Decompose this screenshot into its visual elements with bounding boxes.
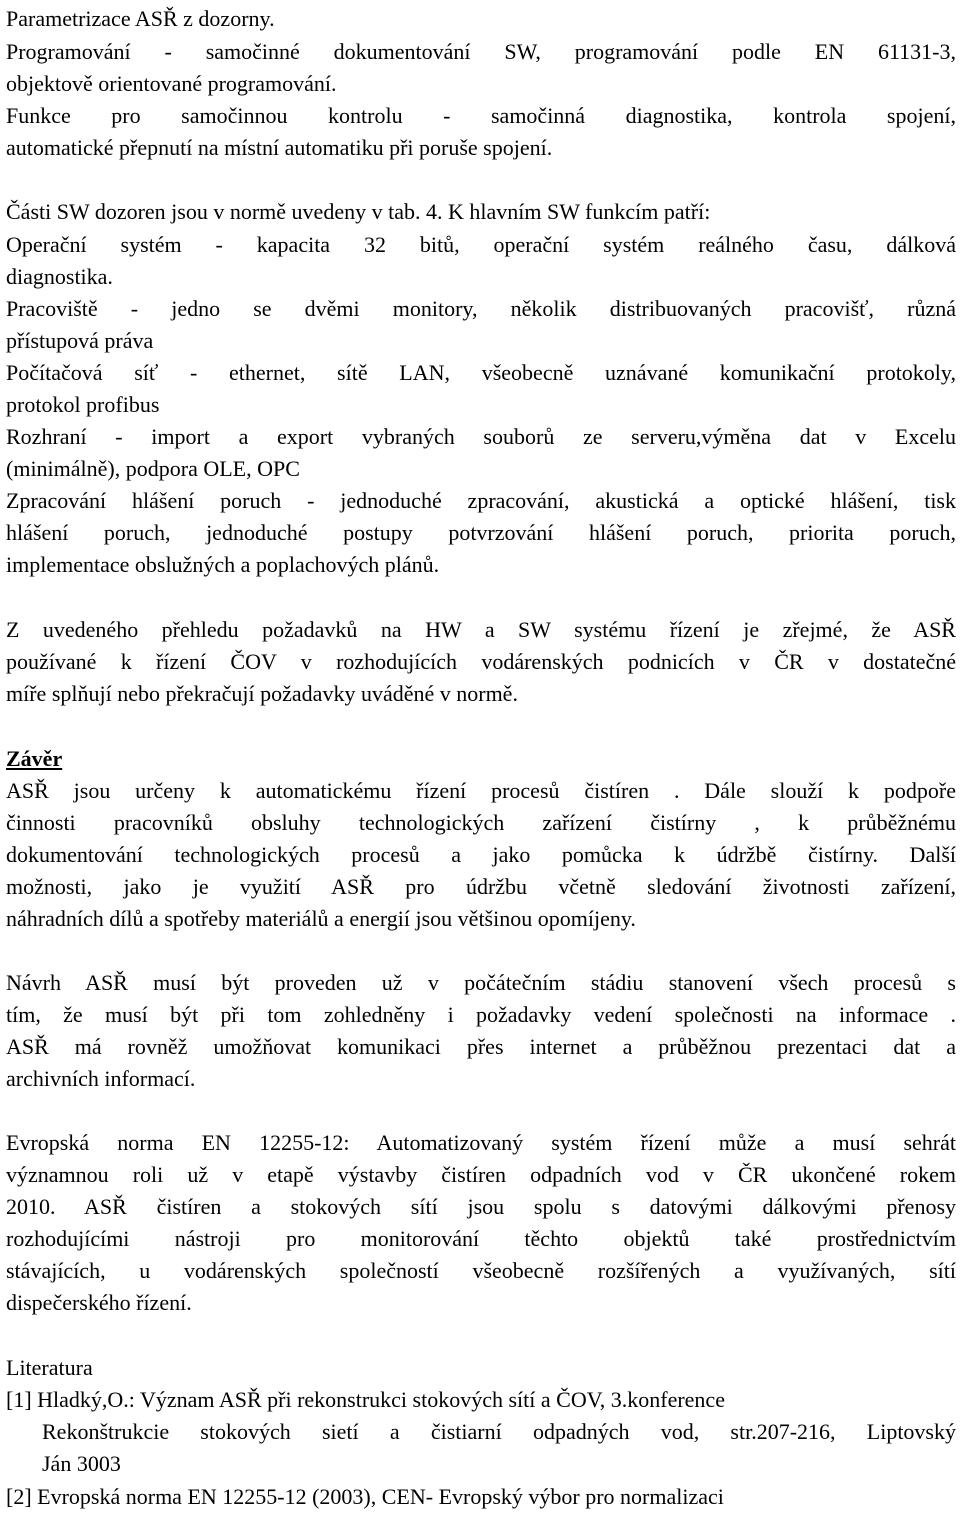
text-line: (minimálně), podpora OLE, OPC bbox=[6, 456, 300, 481]
text-line: hlášení poruch, jednoduché postupy potvrzování hlášení poruch, priorita poruch, bbox=[6, 520, 956, 545]
text-line: 2010. ASŘ čistíren a stokových sítí jsou spolu s datovými dálkovými přenosy bbox=[6, 1194, 956, 1219]
text-line: Počítačová síť - ethernet, sítě LAN, všeobecně uznávané komunikační protokoly, bbox=[6, 360, 956, 385]
reference-item-continuation: Ján 3003 bbox=[42, 1451, 121, 1476]
text-line: tím, že musí být při tom zohledněny i požadavky vedení společnosti na informace . bbox=[6, 1002, 956, 1027]
text-line: Funkce pro samočinnou kontrolu - samočinná diagnostika, kontrola spojení, bbox=[6, 103, 956, 128]
text-line: činnosti pracovníků obsluhy technologických zařízení čistírny , k průběžnému bbox=[6, 810, 956, 835]
text-line: významnou roli už v etapě výstavby čistíren odpadních vod v ČR ukončené rokem bbox=[6, 1162, 956, 1187]
section-heading-zaver: Závěr bbox=[6, 746, 63, 771]
reference-item: [1] Hladký,O.: Význam ASŘ při rekonstrukci stokových sítí a ČOV, 3.konference bbox=[6, 1387, 725, 1412]
text-line: přístupová práva bbox=[6, 328, 154, 353]
text-line: protokol profibus bbox=[6, 392, 160, 417]
text-line: archivních informací. bbox=[6, 1066, 196, 1091]
text-line: stávajících, u vodárenských společností všeobecně rozšířených a využívaných, sítí bbox=[6, 1258, 956, 1283]
text-line: používané k řízení ČOV v rozhodujících vodárenských podnicích v ČR v dostatečné bbox=[6, 649, 956, 674]
text-line: ASŘ má rovněž umožňovat komunikaci přes internet a průběžnou prezentaci dat a bbox=[6, 1034, 956, 1059]
text-line: Rozhraní - import a export vybraných souborů ze serveru,výměna dat v Excelu bbox=[6, 424, 956, 449]
section-heading-literatura: Literatura bbox=[6, 1355, 93, 1380]
reference-item-continuation: Rekonštrukcie stokových sietí a čistiarní odpadných vod, str.207-216, Liptovský bbox=[42, 1419, 956, 1444]
text-line: dispečerského řízení. bbox=[6, 1290, 192, 1315]
text-line: možnosti, jako je využití ASŘ pro údržbu včetně sledování životnosti zařízení, bbox=[6, 874, 956, 899]
text-line: Z uvedeného přehledu požadavků na HW a SW systému řízení je zřejmé, že ASŘ bbox=[6, 617, 956, 642]
text-line: Návrh ASŘ musí být proveden už v počátečním stádiu stanovení všech procesů s bbox=[6, 970, 956, 995]
text-line: Operační systém - kapacita 32 bitů, operační systém reálného času, dálková bbox=[6, 232, 956, 257]
text-line: rozhodujícími nástroji pro monitorování těchto objektů také prostřednictvím bbox=[6, 1226, 956, 1251]
text-line: míře splňují nebo překračují požadavky uváděné v normě. bbox=[6, 681, 518, 706]
text-line: náhradních dílů a spotřeby materiálů a energií jsou většinou opomíjeny. bbox=[6, 906, 636, 931]
text-line: objektově orientované programování. bbox=[6, 71, 337, 96]
text-line: dokumentování technologických procesů a jako pomůcka k údržbě čistírny. Další bbox=[6, 842, 956, 867]
text-line: Evropská norma EN 12255-12: Automatizovaný systém řízení může a musí sehrát bbox=[6, 1130, 956, 1155]
text-line: Programování - samočinné dokumentování SW, programování podle EN 61131-3, bbox=[6, 39, 956, 64]
text-line: diagnostika. bbox=[6, 264, 113, 289]
text-line: Zpracování hlášení poruch - jednoduché zpracování, akustická a optické hlášení, tisk bbox=[6, 488, 956, 513]
reference-item: [2] Evropská norma EN 12255-12 (2003), CEN- Evropský výbor pro normalizaci bbox=[6, 1484, 724, 1509]
text-line: Pracoviště - jedno se dvěmi monitory, několik distribuovaných pracovišť, různá bbox=[6, 296, 956, 321]
text-line: Parametrizace ASŘ z dozorny. bbox=[6, 6, 275, 31]
text-line: implementace obslužných a poplachových plánů. bbox=[6, 552, 440, 577]
text-line: Části SW dozoren jsou v normě uvedeny v tab. 4. K hlavním SW funkcím patří: bbox=[6, 199, 711, 224]
text-line: automatické přepnutí na místní automatiku při poruše spojení. bbox=[6, 135, 553, 160]
text-line: ASŘ jsou určeny k automatickému řízení procesů čistíren . Dále slouží k podpoře bbox=[6, 778, 956, 803]
